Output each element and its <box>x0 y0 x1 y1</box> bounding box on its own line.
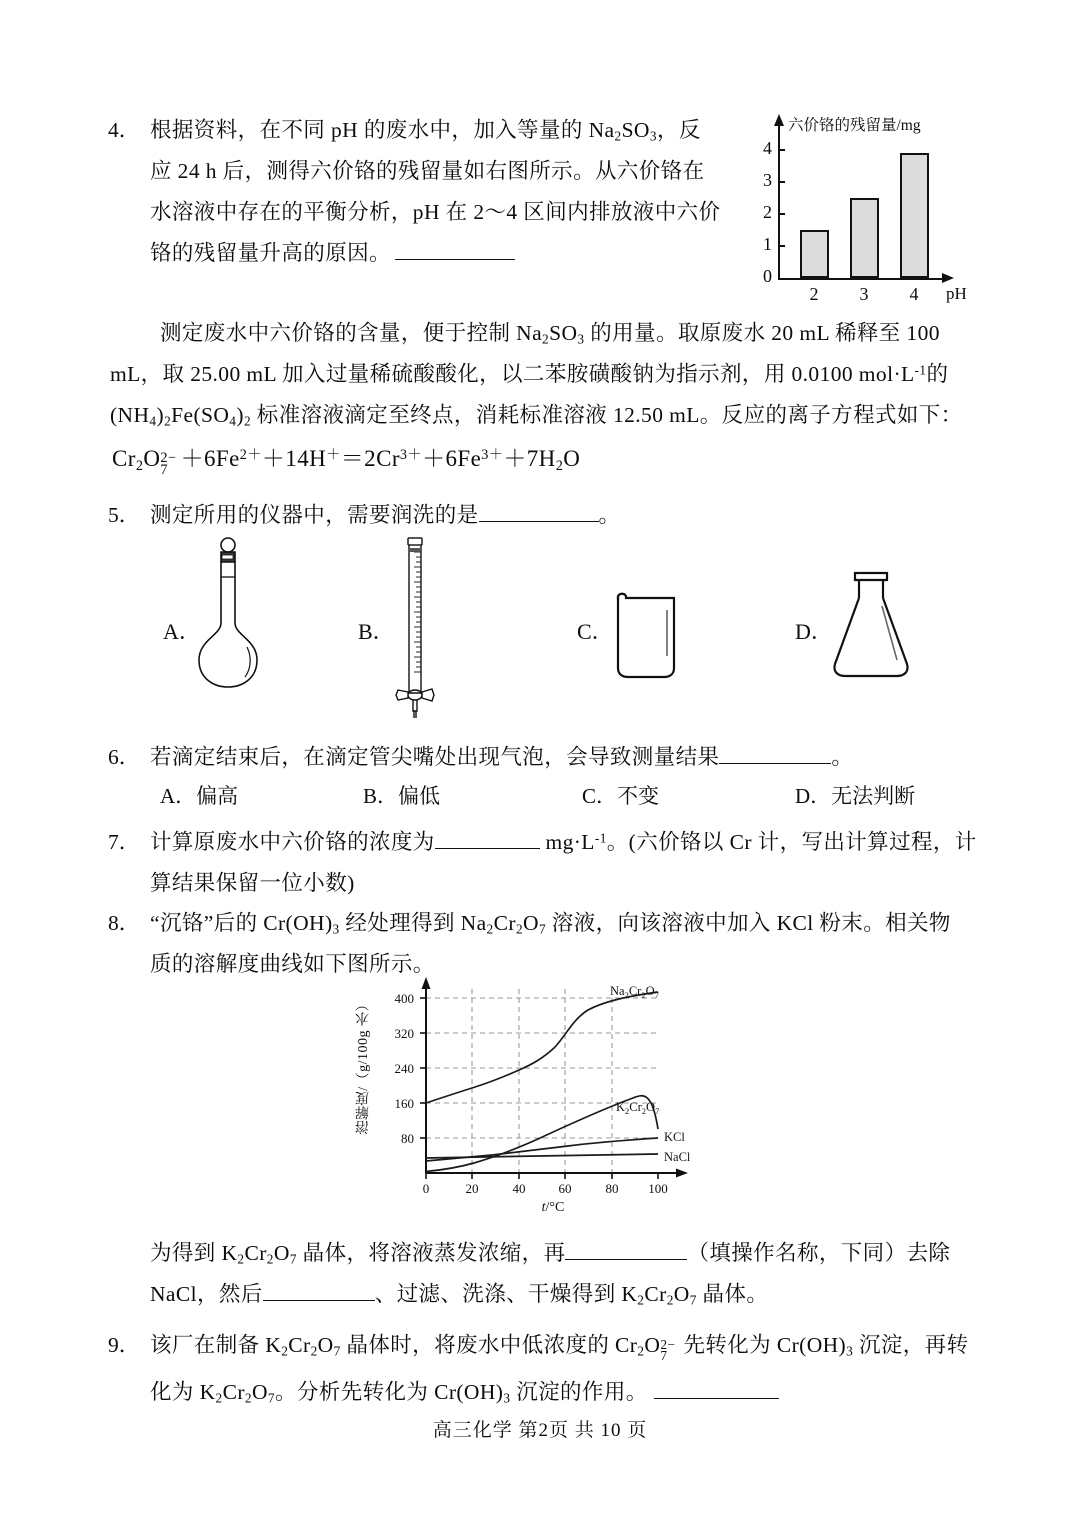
eq-p1: Cr <box>112 446 136 471</box>
q9-l2-d: 。分析先转化为 Cr(OH) <box>275 1380 504 1404</box>
passage-l3-sub-4: 2 <box>243 413 252 429</box>
q7-text-b: mg·L <box>539 830 595 854</box>
q8-after-b: Cr <box>244 1241 267 1265</box>
eq-p8: O <box>563 446 581 471</box>
bar-chart-y-tick-2 <box>778 213 785 215</box>
bar-chart-x-label-3: 3 <box>859 284 869 304</box>
q6-text-a: 若滴定结束后，在滴定管尖嘴处出现气泡，会导致测量结果 <box>150 745 720 769</box>
eq-p3-sup: 2＋ <box>239 447 262 464</box>
question-8-line-2: 质的溶解度曲线如下图所示。 <box>150 952 435 976</box>
q8-answer-blank-1[interactable] <box>565 1259 687 1260</box>
bar-ph-2 <box>800 230 829 278</box>
eq-p7-sub: 2 <box>555 457 564 474</box>
q8-after2-c: Cr <box>644 1282 667 1306</box>
q9-l2-sub-4: 3 <box>503 1390 511 1406</box>
q8-after2-sub-2: 2 <box>666 1292 674 1308</box>
q9-l1-b: Cr <box>288 1333 311 1357</box>
q8-l1-a: “沉铬”后的 Cr(OH) <box>150 911 333 935</box>
measurement-passage-line-1 <box>160 313 990 354</box>
q5-answer-blank[interactable] <box>479 521 599 522</box>
q4-text-c: ，反 <box>656 118 701 142</box>
question-7-number: 7． <box>108 830 141 854</box>
series-nacl-path <box>426 1154 658 1158</box>
q9-l1-f: 先转化为 Cr(OH) <box>677 1333 847 1357</box>
eq-p4-sup: ＋ <box>326 447 341 464</box>
question-8-line-1 <box>150 903 1000 944</box>
bar-chart-y-tick-4 <box>778 149 785 151</box>
q4-text-a: 根据资料，在不同 pH 的废水中，加入等量的 Na <box>150 118 615 142</box>
conical-flask-icon <box>825 568 917 688</box>
eq-p2: O <box>143 446 161 471</box>
q6-choice-a[interactable]: A．偏高 <box>160 784 239 808</box>
beaker-icon <box>608 588 688 685</box>
q8-after-sub-3: 7 <box>289 1251 297 1267</box>
q9-l1-sub-3: 7 <box>333 1343 341 1359</box>
line-chart-y-label-80: 80 <box>401 1131 414 1146</box>
question-8-number: 8． <box>108 911 141 935</box>
ionic-equation: $Cr_2O$ 2− 7 $+6Fe^{2+}+14H^+=2Cr^{3+}+6Fe^{3+}+7H_2O$ <box>112 446 581 479</box>
series-label-na2cr2o7: $Na_2Cr_2O_7$ <box>610 984 659 1000</box>
q5-text-a: 测定所用的仪器中，需要润洗的是 <box>150 503 479 527</box>
q8-l1-c: Cr <box>493 911 516 935</box>
q9-l1-sub-6: 3 <box>846 1343 854 1359</box>
q6-choice-c[interactable]: C．不变 <box>582 784 660 808</box>
question-4-line-4 <box>150 233 760 274</box>
q4-answer-blank[interactable] <box>395 259 515 260</box>
q8-after-c: O <box>273 1241 290 1265</box>
q9-l1-g: 沉淀，再转 <box>853 1333 969 1357</box>
bar-chart-x-label-2: 2 <box>809 284 819 304</box>
option-c-letter: C． <box>577 619 614 644</box>
line-chart-x-label-80: 80 <box>605 1181 619 1196</box>
q9-l2-b: Cr <box>222 1380 245 1404</box>
q9-l1-c: O <box>317 1333 334 1357</box>
bar-chart-y-label-4: 4 <box>763 138 772 158</box>
series-label-kcl: KCl <box>664 1130 685 1144</box>
q8-l1-d: O <box>523 911 539 935</box>
question-7-line-1 <box>150 822 990 863</box>
bar-chart-y-label-2: 2 <box>763 202 772 222</box>
line-chart-y-label-320: 320 <box>394 1026 414 1041</box>
question-4-number: 4． <box>108 118 141 142</box>
q8-after-d: 晶体，将溶液蒸发浓缩，再 <box>296 1241 566 1265</box>
q9-l2-sub-2: 2 <box>244 1390 252 1406</box>
bar-chart-title: 六价铬的残留量/mg <box>788 117 921 134</box>
page-footer: 高三化学 第2页 共 10 页 <box>432 1420 648 1441</box>
bar-ph-4 <box>900 153 929 278</box>
passage-l2-b: 的 <box>926 362 949 386</box>
q6-choice-d[interactable]: D．无法判断 <box>795 784 916 808</box>
q8-after2-sub-3: 7 <box>689 1292 697 1308</box>
bar-chart-y-label-0: 0 <box>763 266 772 286</box>
bar-chart-y-tick-3 <box>778 181 785 183</box>
question-9-line-2 <box>150 1372 1010 1413</box>
q7-text-c: 。(六价铬以 Cr 计，写出计算过程，计 <box>606 830 977 854</box>
passage-l3-d: ) <box>236 403 244 427</box>
q8-after2-b: 、过滤、洗涤、干燥得到 K <box>374 1282 638 1306</box>
eq-p7: ＋7H <box>503 446 556 471</box>
q9-l2-a: 化为 K <box>150 1380 216 1404</box>
passage-l3-e: 标准溶液滴定至终点，消耗标准溶液 12.50 mL。反应的离子方程式如下： <box>251 403 963 427</box>
eq-p6-sup: 3＋ <box>481 447 504 464</box>
q7-sup: -1 <box>594 830 607 846</box>
q4-text-b: SO <box>621 118 650 142</box>
option-a-letter: A． <box>163 619 201 644</box>
q7-text-a: 计算原废水中六价铬的浓度为 <box>150 830 435 854</box>
question-5-number: 5． <box>108 503 141 527</box>
q6-answer-blank[interactable] <box>719 763 831 764</box>
question-9-line-1: 该厂在制备 $K_2Cr_2O_7$ 晶体时，将废水中低浓度的 $Cr_2O$ 2− 7 先转化为 $Cr(OH)_3$ 沉淀，再转 <box>150 1333 969 1363</box>
question-5-stem <box>150 495 850 536</box>
q9-l2-sub-3: 7 <box>267 1390 275 1406</box>
passage-l1-b: SO <box>549 321 578 345</box>
q8-l1-e: 溶液，向该溶液中加入 KCl 粉末。相关物 <box>546 911 951 935</box>
passage-l1-sub-2: 3 <box>577 331 585 347</box>
line-chart-x-label-0: 0 <box>422 1181 430 1196</box>
bar-chart-x-label-4: 4 <box>909 284 919 304</box>
line-chart-y-axis-title-text: 溶解度/（g/100g 水） <box>356 997 371 1135</box>
q9-answer-blank[interactable] <box>654 1398 779 1399</box>
line-chart-y-label-400: 400 <box>394 991 414 1006</box>
bar-ph-3 <box>850 198 879 278</box>
q8-l1-sub-2: 2 <box>486 921 494 937</box>
line-chart-y-label-160: 160 <box>394 1096 414 1111</box>
eq-p4: ＋14H <box>261 446 327 471</box>
bar-chart-y-axis-arrow <box>774 114 784 126</box>
solubility-curve-chart <box>358 975 718 1215</box>
q8-after-sub-1: 2 <box>237 1251 245 1267</box>
question-9-number: 9． <box>108 1333 141 1357</box>
series-label-k2cr2o7: $K_2Cr_2O_7$ <box>616 1100 660 1116</box>
question-4-line-3: 水溶液中存在的平衡分析，pH 在 2～4 区间内排放液中六价 <box>150 200 721 224</box>
passage-l3-sub-2: 2 <box>164 413 172 429</box>
series-label-nacl: NaCl <box>664 1150 691 1164</box>
passage-l2-a: mL，取 25.00 mL 加入过量稀硫酸酸化，以二苯胺磺酸钠为指示剂，用 0.0100 mol·L <box>110 362 915 386</box>
bar-chart-y-label-3: 3 <box>763 170 772 190</box>
passage-l3-c: Fe(SO <box>171 403 230 427</box>
line-chart-y-label-240: 240 <box>394 1061 414 1076</box>
option-d-letter: D． <box>795 619 833 644</box>
q5-text-b: 。 <box>598 503 621 527</box>
q8-answer-blank-2[interactable] <box>263 1300 375 1301</box>
eq-p1-sub: 2 <box>135 457 144 474</box>
q6-text-b: 。 <box>831 745 854 769</box>
line-chart-x-label-40: 40 <box>512 1181 526 1196</box>
passage-l3-b: ) <box>156 403 165 427</box>
q9-l1-sub-4: 2 <box>637 1343 645 1359</box>
passage-l3-sub-1: 4 <box>149 413 157 429</box>
measurement-passage-line-3 <box>110 395 1000 436</box>
question-7-line-2: 算结果保留一位小数) <box>150 871 355 895</box>
q4-sub-1: 2 <box>614 128 622 144</box>
q4-line4-text: 铬的残留量升高的原因。 <box>150 241 391 265</box>
q8-after-sub-2: 2 <box>266 1251 274 1267</box>
q8-l1-sub-1: 3 <box>332 921 340 937</box>
question-4-line-2: 应 24 h 后，测得六价铬的残留量如右图所示。从六价铬在 <box>150 159 705 183</box>
q8-after2-d: O <box>673 1282 690 1306</box>
line-chart-x-label-20: 20 <box>465 1181 479 1196</box>
q9-l1-e: O <box>644 1333 661 1357</box>
bar-chart-y-tick-1 <box>778 245 785 247</box>
q4-sub-2: 3 <box>649 128 657 144</box>
q8-after2-e: 晶体。 <box>696 1282 769 1306</box>
line-chart-x-axis-title: t/°C <box>541 1200 565 1215</box>
volumetric-flask-icon <box>195 535 305 700</box>
line-chart-x-label-100: 100 <box>648 1181 668 1196</box>
q8-after-a: 为得到 K <box>150 1241 238 1265</box>
eq-p5-sup: 3＋ <box>399 447 423 464</box>
q6-choice-b[interactable]: B．偏低 <box>363 784 441 808</box>
bar-chart-y-label-1: 1 <box>763 234 772 254</box>
q9-l1-a: 该厂在制备 K <box>150 1333 282 1357</box>
q8-l1-sub-3: 2 <box>515 921 524 937</box>
eq-p3: ＋6Fe <box>180 446 240 471</box>
question-6-number: 6． <box>108 745 141 769</box>
q9-l2-e: 沉淀的作用。 <box>510 1380 648 1404</box>
question-4-line-1 <box>150 110 750 151</box>
q7-answer-blank[interactable] <box>435 848 540 849</box>
line-chart-x-label-60: 60 <box>558 1181 572 1196</box>
bar-chart-x-axis <box>778 278 943 280</box>
q8-l1-b: 经处理得到 Na <box>339 911 487 935</box>
bar-chart-x-axis-unit: pH <box>946 284 967 303</box>
q8-after2-a: NaCl，然后 <box>150 1282 263 1306</box>
question-8-followup-line-1 <box>150 1233 1000 1274</box>
q9-l2-c: O <box>251 1380 268 1404</box>
burette-icon <box>388 535 448 725</box>
passage-l2-sup: -1 <box>914 362 927 378</box>
passage-l1-a: 测定废水中六价铬的含量，便于控制 Na <box>160 321 543 345</box>
passage-l3-a: (NH <box>110 403 150 427</box>
eq-p6: ＋6Fe <box>422 446 482 471</box>
line-chart-y-axis-title <box>354 997 504 1134</box>
option-b-letter: B． <box>358 619 395 644</box>
eq-p5: ＝2Cr <box>340 446 400 471</box>
q9-l2-sub-1: 2 <box>215 1390 223 1406</box>
passage-l3-sub-3: 4 <box>229 413 237 429</box>
chromium-residue-bar-chart <box>760 105 980 305</box>
q9-l1-d: 晶体时，将废水中低浓度的 Cr <box>340 1333 638 1357</box>
q8-after-e: （填操作名称，下同）去除 <box>687 1241 951 1265</box>
q9-l1-sub-1: 2 <box>281 1343 289 1359</box>
measurement-passage-line-2 <box>110 354 1000 395</box>
passage-l1-c: 的用量。取原废水 20 mL 稀释至 100 <box>584 321 940 345</box>
passage-l1-sub-1: 2 <box>542 331 550 347</box>
bar-chart-x-axis-arrow <box>942 273 954 283</box>
question-6-stem <box>150 737 980 778</box>
question-8-followup-line-2 <box>150 1274 1000 1315</box>
q8-after2-sub-1: 2 <box>637 1292 645 1308</box>
q8-l1-sub-4: 7 <box>538 921 547 937</box>
q9-l1-sub-2: 2 <box>310 1343 318 1359</box>
